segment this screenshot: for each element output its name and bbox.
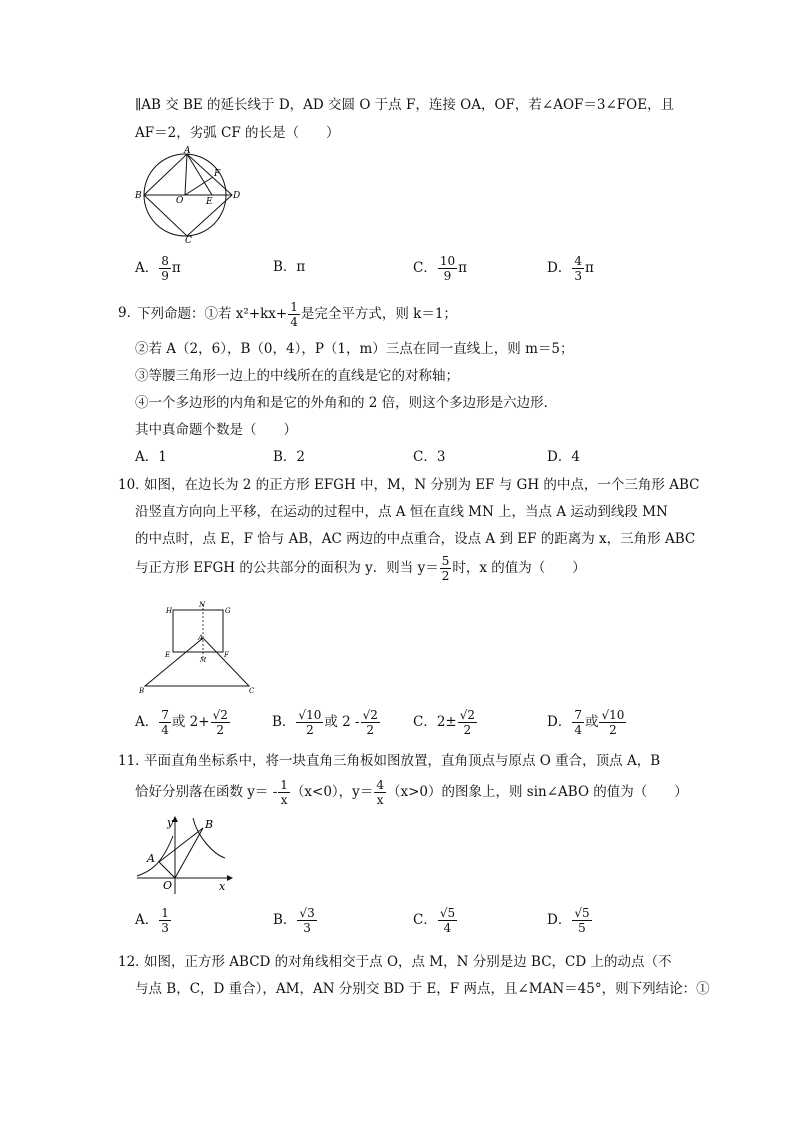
label-y: y [167, 816, 174, 829]
fraction-numerator: √5 [574, 906, 590, 920]
q11-coordinate-figure [135, 814, 235, 896]
q9-option-a[interactable]: A．1 [135, 449, 167, 465]
q10-option-c[interactable] [413, 708, 478, 737]
label-a: A [198, 634, 204, 642]
fraction-denominator: 2 [463, 723, 472, 737]
fraction-denominator: 2 [441, 569, 450, 583]
label-c: C [185, 236, 192, 244]
label-n: N [199, 601, 206, 609]
q9-option-d[interactable]: D．4 [547, 449, 580, 465]
label-g: G [225, 607, 231, 615]
q8-option-c-fraction [438, 254, 457, 283]
fraction-numerator: 7 [161, 708, 169, 722]
label-f: F [224, 651, 229, 659]
q10-line-4-part-b: 时，x 的值为（ ） [452, 560, 586, 576]
q11-option-c-prefix: C． [413, 912, 437, 928]
fraction-denominator: x [376, 793, 384, 807]
fraction-numerator: √5 [439, 906, 456, 920]
q11-line-1: 平面直角坐标系中，将一块直角三角板如图放置，直角顶点与原点 O 重合，顶点 A，B [144, 753, 661, 769]
label-b: B [205, 818, 214, 831]
q10-option-a[interactable] [135, 708, 231, 737]
q11-option-b[interactable] [273, 906, 318, 935]
q10-option-d-fraction-1 [572, 708, 584, 737]
fraction-numerator: 1 [161, 906, 169, 920]
fraction-numerator: √10 [298, 708, 322, 722]
label-o: O [176, 196, 184, 206]
q8-option-d-prefix: D． [547, 260, 572, 276]
q11-option-a-prefix: A． [135, 912, 159, 928]
q8-option-a-fraction [159, 254, 171, 283]
triangle-abc [145, 638, 249, 686]
fraction-denominator: 3 [574, 269, 582, 283]
q8-option-a-prefix: A． [135, 260, 159, 276]
q11-option-d-fraction [572, 906, 591, 935]
label-c: C [249, 687, 255, 695]
q9-line-1-part-b: 是完全平方式，则 k＝1； [300, 306, 457, 322]
q8-option-a-suffix: π [171, 260, 181, 276]
q8-option-c[interactable] [413, 254, 467, 283]
q10-line-4-part-a: 与正方形 EFGH 的公共部分的面积为 y．则当 y＝ [135, 560, 439, 576]
fraction-denominator: 2 [609, 723, 617, 737]
q10-line-1: 如图，在边长为 2 的正方形 EFGH 中，M，N 分别为 EF 与 GH 的中点，一个三角形 ABC [144, 477, 700, 493]
q9-line-1-fraction [288, 300, 300, 329]
q8-line-1: ∥AB 交 BE 的延长线于 D，AD 交圆 O 于点 F，连接 OA，OF，若∠AOF＝3∠FOE，且 [135, 97, 675, 113]
label-f: F [214, 169, 221, 179]
fraction-numerator: 4 [574, 254, 582, 268]
q10-line-4-fraction [440, 554, 452, 583]
q11-line-2-fraction-1 [278, 778, 290, 807]
q11-option-b-fraction [297, 906, 316, 935]
q11-line-2-part-b: （x<0），y＝ [290, 784, 374, 800]
q8-circle-figure [132, 146, 252, 244]
fraction-denominator: 4 [574, 723, 582, 737]
fraction-numerator: √2 [362, 708, 378, 722]
fraction-numerator: √3 [299, 906, 315, 920]
q10-option-c-prefix: C．2± [413, 714, 457, 730]
q8-option-a[interactable] [135, 254, 181, 283]
q12-line-2: 与点 B，C，D 重合），AM，AN 分别交 BD 于 E，F 两点，且∠MAN＝45°，则下列结论：① [135, 981, 710, 997]
q10-number: 10． [118, 477, 149, 493]
q11-option-a[interactable] [135, 906, 172, 935]
fraction-denominator: 2 [216, 723, 225, 737]
fraction-numerator: 4 [376, 778, 384, 792]
q12-line-1: 如图，正方形 ABCD 的对角线相交于点 O，点 M，N 分别是边 BC，CD 上的动点（不 [144, 954, 672, 970]
triangle-aob [159, 828, 203, 878]
q9-line-4: ④一个多边形的内角和是它的外角和的 2 倍，则这个多边形是六边形． [135, 395, 558, 411]
label-b: B [139, 687, 145, 695]
q11-option-d[interactable] [547, 906, 593, 935]
q8-option-b[interactable]: B．π [273, 259, 306, 275]
q11-number: 11． [118, 753, 149, 769]
q10-option-b-fraction-1 [296, 708, 323, 737]
q8-option-c-prefix: C． [413, 260, 437, 276]
q9-line-2: ②若 A（2，6），B（0，4），P（1，m）三点在同一直线上，则 m＝5； [135, 341, 574, 357]
label-a: A [184, 146, 191, 156]
q8-line-2: AF＝2，劣弧 CF 的长是（ ） [135, 125, 340, 141]
q10-option-d[interactable] [547, 708, 627, 737]
q10-option-a-prefix: A． [135, 714, 159, 730]
q10-line-3: 的中点时，点 E，F 恰与 AB，AC 两边的中点重合，设点 A 到 EF 的距离为 x，三角形 ABC [135, 531, 696, 547]
q11-option-a-fraction [159, 906, 171, 935]
fraction-numerator: 1 [290, 300, 298, 314]
fraction-denominator: 3 [161, 921, 169, 935]
fraction-denominator: 9 [443, 269, 452, 283]
fraction-numerator: 1 [280, 778, 288, 792]
fraction-numerator: 8 [161, 254, 169, 268]
q10-option-a-fraction-1 [159, 708, 171, 737]
fraction-denominator: 4 [443, 921, 452, 935]
fraction-denominator: 3 [303, 921, 311, 935]
q8-option-d-fraction [572, 254, 584, 283]
q9-line-1 [137, 300, 457, 329]
q9-option-c[interactable]: C．3 [413, 449, 446, 465]
q10-option-a-fraction-2 [211, 708, 230, 737]
x-axis-arrow [227, 875, 233, 881]
q9-line-1-part-a: 下列命题：①若 x²+kx+ [137, 306, 288, 322]
label-h: H [166, 607, 173, 615]
fraction-numerator: 7 [574, 708, 582, 722]
q9-line-3: ③等腰三角形一边上的中线所在的直线是它的对称轴； [135, 368, 459, 384]
fraction-denominator: 2 [366, 723, 375, 737]
label-b: B [135, 191, 142, 201]
q10-option-b-mid: 或 2 - [324, 714, 360, 730]
q10-option-c-fraction [458, 708, 477, 737]
label-e: E [206, 197, 213, 207]
label-m: M [200, 657, 207, 664]
fraction-denominator: 4 [161, 723, 169, 737]
fraction-numerator: √2 [459, 708, 476, 722]
q10-line-4 [135, 554, 586, 583]
fraction-denominator: 2 [306, 723, 314, 737]
q11-line-2-part-a: 恰好分别落在函数 y＝ - [135, 784, 278, 800]
q11-option-c[interactable] [413, 906, 458, 935]
line-ae [187, 154, 212, 195]
q10-square-triangle-figure [137, 598, 259, 698]
label-a: A [147, 852, 155, 865]
q10-option-a-mid: 或 2+ [171, 714, 210, 730]
q10-option-d-prefix: D． [547, 714, 572, 730]
q8-option-c-suffix: π [458, 260, 467, 276]
q10-option-d-mid: 或 [584, 714, 599, 730]
q8-option-d[interactable] [547, 254, 594, 283]
square-efgh [173, 610, 223, 652]
fraction-numerator: 10 [439, 254, 456, 268]
line-oa [185, 154, 187, 195]
fraction-denominator: x [280, 793, 288, 807]
fraction-denominator: 4 [290, 315, 298, 329]
fraction-denominator: 5 [578, 921, 586, 935]
line-of [185, 177, 213, 195]
q9-option-b[interactable]: B．2 [273, 449, 306, 465]
q9-number: 9． [118, 305, 141, 321]
q10-option-d-fraction-2 [599, 708, 626, 737]
q8-option-d-suffix: π [584, 260, 594, 276]
label-e: E [165, 651, 171, 659]
q11-line-2 [135, 778, 688, 807]
q12-number: 12． [118, 954, 149, 970]
q10-line-2: 沿竖直方向向上平移，在运动的过程中，点 A 恒在直线 MN 上，当点 A 运动到线段 MN [135, 504, 668, 520]
q11-line-2-fraction-2 [374, 778, 386, 807]
label-o: O [163, 879, 173, 892]
q11-option-b-prefix: B． [273, 912, 297, 928]
label-d: D [233, 191, 241, 201]
label-x: x [219, 880, 226, 893]
fraction-denominator: 9 [161, 269, 169, 283]
q10-option-b[interactable] [272, 708, 381, 737]
q10-option-b-prefix: B． [272, 714, 296, 730]
q11-line-2-part-c: （x>0）的图象上，则 sin∠ABO 的值为（ ） [386, 784, 688, 800]
q11-option-d-prefix: D． [547, 912, 572, 928]
fraction-numerator: √10 [601, 708, 625, 722]
q10-option-b-fraction-2 [361, 708, 380, 737]
fraction-numerator: √2 [212, 708, 228, 722]
q9-line-5: 其中真命题个数是（ ） [135, 422, 297, 438]
q11-option-c-fraction [438, 906, 457, 935]
fraction-numerator: 5 [441, 554, 450, 568]
